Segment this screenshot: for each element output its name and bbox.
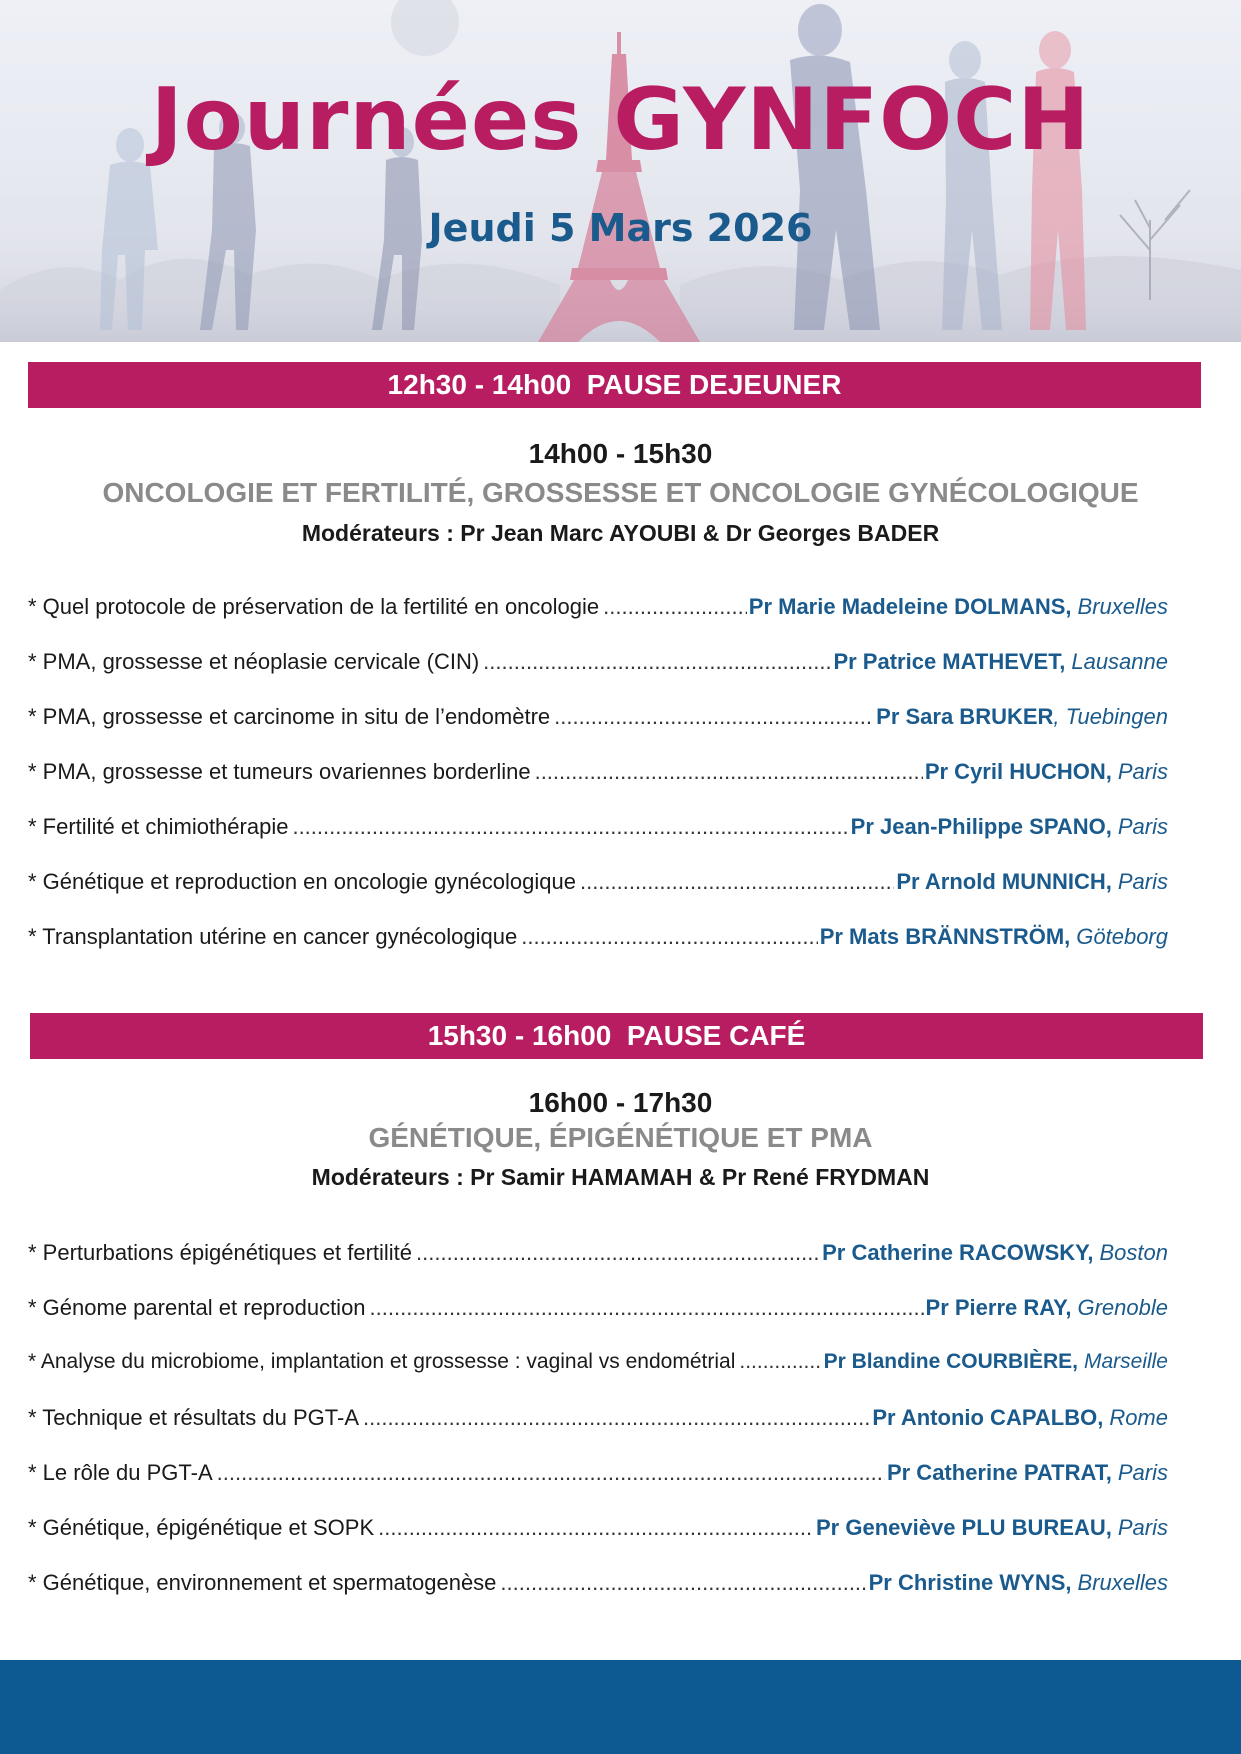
leader-dots [739, 1350, 821, 1374]
leader-dots [483, 649, 831, 675]
banner-illustration [0, 0, 1241, 342]
leader-dots [554, 704, 874, 730]
talk-city: , Tuebingen [1053, 704, 1168, 729]
talk-speaker: Pr Cyril HUCHON, [924, 759, 1112, 784]
session-2-talk [28, 1295, 1168, 1325]
talk-city: Marseille [1083, 1350, 1168, 1373]
talk-speaker: Pr Geneviève PLU BUREAU, [816, 1515, 1112, 1540]
talk-topic: * PMA, grossesse et néoplasie cervicale (CIN) [28, 649, 480, 674]
talk-city: Rome [1109, 1405, 1168, 1430]
leader-dots [535, 759, 923, 785]
talk-speaker: Pr Sara BRUKER [876, 704, 1054, 729]
talk-city: Grenoble [1077, 1295, 1168, 1320]
pause-coffee-bar: 15h30 - 16h00 PAUSE CAFÉ [30, 1013, 1203, 1059]
talk-topic: * Le rôle du PGT-A [28, 1460, 213, 1485]
talk-topic: * Génétique et reproduction en oncologie gynécologique [28, 869, 576, 894]
session-1-talk [28, 594, 1168, 624]
leader-dots [370, 1295, 924, 1321]
talk-topic: * Technique et résultats du PGT-A [28, 1405, 359, 1430]
talk-speaker: Pr Marie Madeleine DOLMANS, [748, 594, 1072, 619]
talk-topic: * Quel protocole de préservation de la fertilité en oncologie [28, 594, 600, 619]
talk-topic: * Génétique, épigénétique et SOPK [28, 1515, 375, 1540]
talk-topic: * PMA, grossesse et tumeurs ovariennes borderline [28, 759, 531, 784]
session-2-time: 16h00 - 17h30 [528, 1087, 713, 1118]
talk-city: Paris [1117, 1515, 1168, 1540]
talk-city: Paris [1117, 759, 1168, 784]
footer-band [0, 1660, 1241, 1754]
leader-dots [378, 1515, 814, 1541]
leader-dots [416, 1240, 820, 1266]
talk-topic: * Transplantation utérine en cancer gynécologique [28, 924, 518, 949]
talk-speaker: Pr Catherine PATRAT, [886, 1460, 1112, 1485]
leader-dots [217, 1460, 885, 1486]
session-2-talk [28, 1240, 1168, 1270]
event-title: Journées GYNFOCH [150, 70, 1091, 170]
session-1-title: ONCOLOGIE ET FERTILITÉ, GROSSESSE ET ONCOLOGIE GYNÉCOLOGIQUE [102, 477, 1139, 508]
event-date: Jeudi 5 Mars 2026 [428, 206, 813, 250]
talk-topic: * Génétique, environnement et spermatogenèse [28, 1570, 497, 1595]
session-2-moderators: Modérateurs : Pr Samir HAMAMAH & Pr René FRYDMAN [311, 1164, 930, 1190]
talk-speaker: Pr Pierre RAY, [925, 1295, 1072, 1320]
talk-city: Lausanne [1071, 649, 1168, 674]
talk-city: Paris [1117, 1460, 1168, 1485]
talk-topic: * PMA, grossesse et carcinome in situ de l’endomètre [28, 704, 551, 729]
leader-dots [580, 869, 894, 895]
talk-city: Boston [1099, 1240, 1168, 1265]
session-1-talk [28, 814, 1168, 844]
talk-speaker: Pr Patrice MATHEVET, [833, 649, 1066, 674]
session-1-talk [28, 704, 1168, 734]
session-2-talk [28, 1405, 1168, 1435]
session-1-moderators: Modérateurs : Pr Jean Marc AYOUBI & Dr Georges BADER [301, 520, 940, 546]
session-2-talk [28, 1570, 1168, 1600]
session-1-time: 14h00 - 15h30 [528, 438, 713, 469]
talk-speaker: Pr Blandine COURBIÈRE, [823, 1350, 1078, 1373]
talk-speaker: Pr Christine WYNS, [868, 1570, 1072, 1595]
leader-dots [292, 814, 848, 840]
session-2-talk [28, 1350, 1168, 1380]
talk-city: Bruxelles [1077, 594, 1168, 619]
talk-speaker: Pr Jean-Philippe SPANO, [850, 814, 1112, 839]
session-1-talk [28, 649, 1168, 679]
leader-dots [500, 1570, 866, 1596]
talk-city: Bruxelles [1077, 1570, 1168, 1595]
talk-city: Paris [1117, 869, 1168, 894]
talk-city: Göteborg [1076, 924, 1168, 949]
talk-speaker: Pr Antonio CAPALBO, [872, 1405, 1104, 1430]
session-1-talk [28, 924, 1168, 954]
talk-speaker: Pr Arnold MUNNICH, [896, 869, 1112, 894]
talk-topic: * Fertilité et chimiothérapie [28, 814, 289, 839]
leader-dots [603, 594, 747, 620]
pause-lunch-bar: 12h30 - 14h00 PAUSE DEJEUNER [28, 362, 1201, 408]
talk-topic: * Génome parental et reproduction [28, 1295, 366, 1320]
session-2-title: GÉNÉTIQUE, ÉPIGÉNÉTIQUE ET PMA [368, 1122, 873, 1153]
talk-speaker: Pr Mats BRÄNNSTRÖM, [819, 924, 1071, 949]
header-banner [0, 0, 1241, 342]
talk-topic: * Perturbations épigénétiques et fertilité [28, 1240, 413, 1265]
session-2-talk [28, 1515, 1168, 1545]
talk-speaker: Pr Catherine RACOWSKY, [822, 1240, 1094, 1265]
talk-city: Paris [1117, 814, 1168, 839]
talk-topic: * Analyse du microbiome, implantation et grossesse : vaginal vs endométrial [28, 1350, 736, 1373]
session-2-talk [28, 1460, 1168, 1490]
session-1-talk [28, 869, 1168, 899]
leader-dots [363, 1405, 870, 1431]
leader-dots [521, 924, 817, 950]
session-1-talk [28, 759, 1168, 789]
